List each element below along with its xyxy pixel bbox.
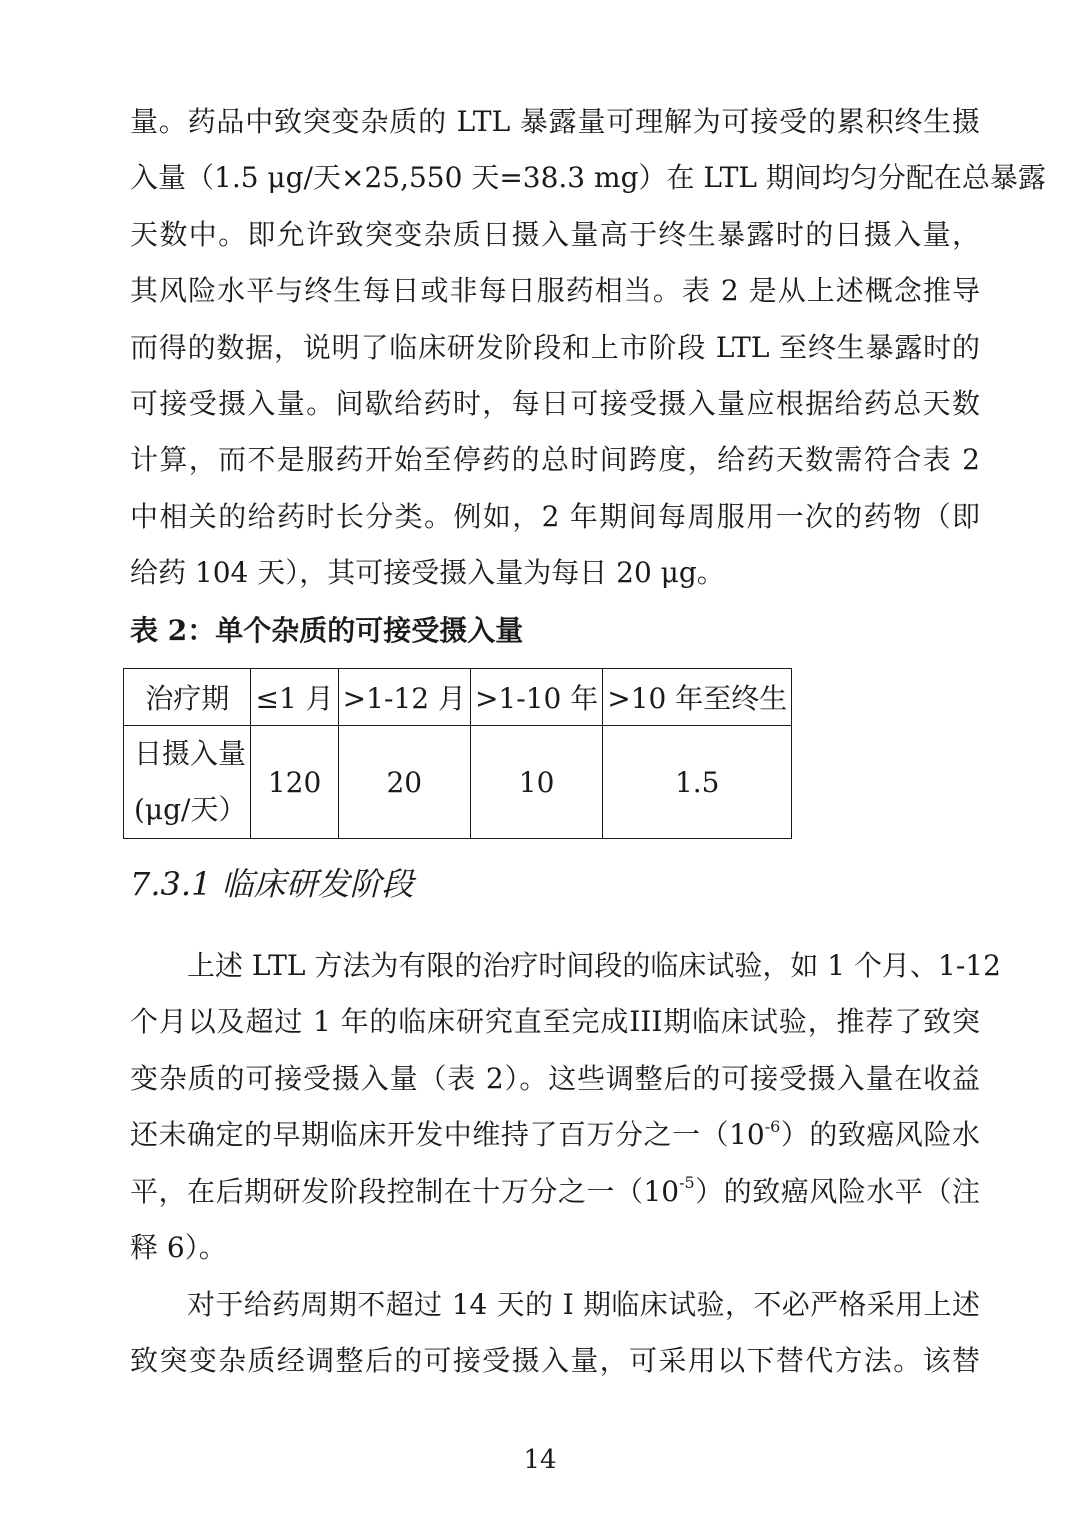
row-label-unit: (μg/天） <box>134 793 247 826</box>
text-line: 给药 104 天），其可接受摄入量为每日 20 μg。 <box>130 556 725 590</box>
text-segment: ）的致癌风险水平（注 <box>694 1174 980 1208</box>
header-label-cell: 治疗期 <box>124 669 251 726</box>
column-header: ≤1 月 <box>251 669 338 726</box>
text-line: 变杂质的可接受摄入量（表 2）。这些调整后的可接受摄入量在收益 <box>130 1061 980 1095</box>
column-header: >1-12 月 <box>338 669 470 726</box>
superscript-exponent: -5 <box>679 1173 695 1193</box>
text-line: 量。药品中致突变杂质的 LTL 暴露量可理解为可接受的累积终生摄 <box>130 105 980 138</box>
paragraph-clinical-development <box>130 938 1001 1276</box>
text-line: 致突变杂质经调整后的可接受摄入量，可采用以下替代方法。该替 <box>130 1344 980 1378</box>
text-line: 上述 LTL 方法为有限的治疗时间段的临床试验，如 1 个月、1-12 <box>187 949 1001 982</box>
table-row <box>124 726 792 839</box>
table-header-row <box>124 669 792 726</box>
text-segment: 平，在后期研发阶段控制在十万分之一（10 <box>130 1174 680 1208</box>
text-line: 个月以及超过 1 年的临床研究直至完成III期临床试验，推荐了致突 <box>130 1005 980 1039</box>
paragraph-ltl-exposure <box>130 94 1046 602</box>
text-line: 其风险水平与终生每日或非每日服药相当。表 2 是从上述概念推导 <box>130 274 980 308</box>
acceptable-intake-table <box>123 668 792 839</box>
page-number: 14 <box>523 1445 557 1475</box>
text-line: 中相关的给药时长分类。例如，2 年期间每周服用一次的药物（即 <box>130 499 980 533</box>
text-segment: ）的致癌风险水 <box>780 1118 980 1152</box>
paragraph-phase-one <box>130 1277 980 1390</box>
row-label-line: 日摄入量 <box>134 737 247 770</box>
table-cell: 120 <box>251 726 338 839</box>
text-line: 入量（1.5 μg/天×25,550 天=38.3 mg）在 LTL 期间均匀分配在总暴露 <box>130 161 1046 195</box>
text-line: 天数中。即允许致突变杂质日摄入量高于终生暴露时的日摄入量， <box>130 217 980 251</box>
table-cell: 10 <box>470 726 602 839</box>
text-line: 而得的数据，说明了临床研发阶段和上市阶段 LTL 至终生暴露时的 <box>130 330 980 364</box>
column-header: >1-10 年 <box>470 669 602 726</box>
text-line <box>130 1164 980 1220</box>
text-segment: 还未确定的早期临床开发中维持了百万分之一（10 <box>130 1118 765 1152</box>
text-line: 可接受摄入量。间歇给药时，每日可接受摄入量应根据给药总天数 <box>130 386 980 420</box>
text-line: 计算，而不是服药开始至停药的总时间跨度，给药天数需符合表 2 <box>130 443 980 477</box>
superscript-exponent: -6 <box>764 1116 781 1136</box>
text-line <box>130 1107 980 1163</box>
text-line: 对于给药周期不超过 14 天的 I 期临床试验，不必严格采用上述 <box>187 1288 980 1321</box>
table-cell: 1.5 <box>603 726 792 839</box>
section-heading: 7.3.1 临床研发阶段 <box>130 865 414 903</box>
row-label-cell <box>124 726 251 839</box>
table-cell: 20 <box>338 726 470 839</box>
column-header: >10 年至终生 <box>603 669 792 726</box>
table-caption: 表 2：单个杂质的可接受摄入量 <box>130 614 524 647</box>
text-line: 释 6）。 <box>130 1230 227 1264</box>
